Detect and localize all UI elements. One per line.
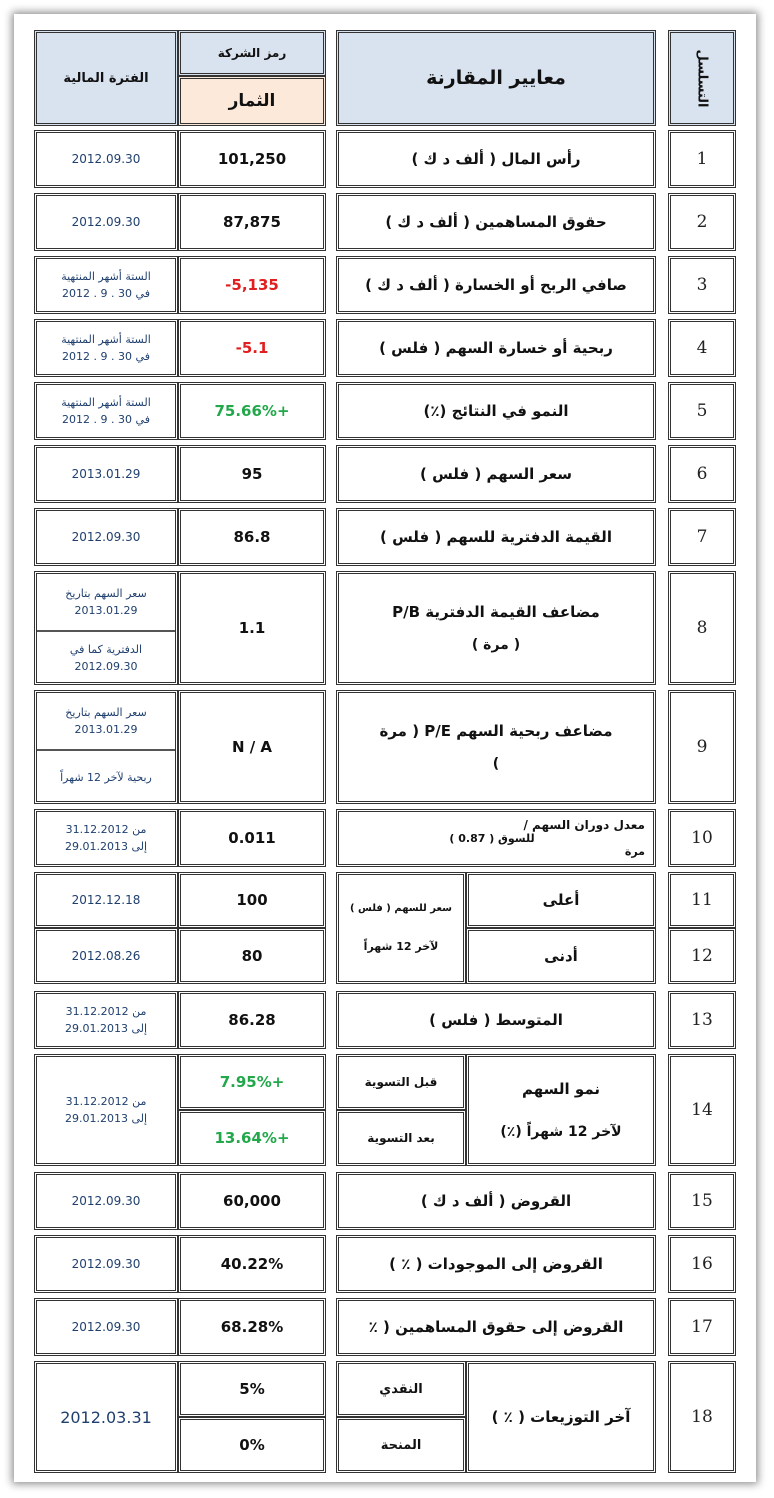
criterion-label: سعر السهم ( فلس ) [420, 465, 572, 483]
metric-value: 86.28 [228, 1011, 276, 1029]
criterion-label: النمو في النتائج (٪) [423, 402, 569, 420]
serial-number: 10 [691, 828, 713, 848]
row-14-sub-before [336, 1054, 466, 1110]
row-14-sub-after [336, 1110, 466, 1166]
metric-value: 95 [241, 465, 263, 483]
row-15-index [668, 1172, 736, 1230]
row-15-criterion [336, 1172, 656, 1230]
metric-value: -5.1 [235, 339, 269, 357]
period-line: من 31.12.2012 [65, 1005, 147, 1018]
metric-value: 75.66%+ [214, 402, 290, 420]
metric-value: 101,250 [217, 150, 287, 168]
metric-value: 60,000 [223, 1192, 281, 1210]
period-line: 2012.09.30 [74, 660, 138, 673]
row-3-value [178, 256, 326, 314]
criteria-header [336, 30, 656, 126]
company-name: الثمار [228, 91, 276, 111]
serial-number: 13 [691, 1010, 713, 1030]
row-10-value [178, 809, 326, 867]
period-line: سعر السهم بتاريخ [65, 587, 147, 600]
period-line: ربحية لآخر 12 شهراً [60, 770, 152, 784]
row-9-criterion [336, 690, 656, 804]
metric-value: N / A [231, 738, 273, 756]
price-group-label [336, 872, 466, 984]
row-9-period [34, 690, 178, 804]
row-14-value-before [178, 1054, 326, 1110]
row-3-period [34, 256, 178, 314]
row-5-index [668, 382, 736, 440]
company-code-header [178, 30, 326, 76]
row-18-sub-bonus [336, 1417, 466, 1473]
row-6-value [178, 445, 326, 503]
company-code-label: رمز الشركة [217, 46, 287, 60]
row-1-index [668, 130, 736, 188]
row-11-criterion [466, 872, 656, 928]
period-value: 2012.09.30 [71, 530, 141, 544]
criterion-label: آخر التوزيعات ( ٪ ) [491, 1408, 631, 1426]
row-16-index [668, 1235, 736, 1293]
sub-label: قبل التسوية [364, 1075, 438, 1089]
row-17-index [668, 1298, 736, 1356]
row-13-period [34, 991, 178, 1049]
row-8-value [178, 571, 326, 685]
row-17-period [34, 1298, 178, 1356]
period-line: من 31.12.2012 [65, 823, 147, 836]
period-line: إلى 29.01.2013 [64, 1112, 148, 1125]
metric-value: 80 [241, 947, 263, 965]
criterion-label: المتوسط ( فلس ) [429, 1011, 563, 1029]
criterion-label: نمو السهم [521, 1080, 601, 1098]
row-16-criterion [336, 1235, 656, 1293]
row-14-value-after [178, 1110, 326, 1166]
row-4-value [178, 319, 326, 377]
row-7-index [668, 508, 736, 566]
metric-value: -5,135 [225, 276, 279, 294]
serial-number: 17 [691, 1317, 713, 1337]
row-10-index [668, 809, 736, 867]
sub-label: بعد التسوية [367, 1131, 435, 1145]
period-line: إلى 29.01.2013 [64, 1022, 148, 1035]
metric-value: 7.95%+ [219, 1073, 285, 1091]
metric-value: 86.8 [233, 528, 271, 546]
row-16-value [178, 1235, 326, 1293]
criterion-label: رأس المال ( ألف د ك ) [411, 150, 581, 168]
criterion-label: حقوق المساهمين ( ألف د ك ) [385, 213, 607, 231]
row-7-value [178, 508, 326, 566]
company-name-cell [178, 76, 326, 126]
criterion-label: القروض ( ألف د ك ) [420, 1192, 572, 1210]
row-9-index [668, 690, 736, 804]
row-8-criterion [336, 571, 656, 685]
serial-number: 2 [696, 212, 708, 232]
row-14-criterion [466, 1054, 656, 1166]
criterion-label: لآخر 12 شهراً (٪) [500, 1124, 622, 1140]
row-1-value [178, 130, 326, 188]
row-17-criterion [336, 1298, 656, 1356]
row-15-value [178, 1172, 326, 1230]
row-4-index [668, 319, 736, 377]
row-4-criterion [336, 319, 656, 377]
row-13-value [178, 991, 326, 1049]
row-12-index [668, 928, 736, 984]
criterion-label: ( مرة ) [471, 637, 521, 653]
serial-number: 3 [696, 275, 708, 295]
metric-value: 68.28% [220, 1318, 284, 1336]
criterion-label: صافي الربح أو الخسارة ( ألف د ك ) [365, 276, 627, 294]
group-label: لآخر 12 شهراً [363, 940, 439, 953]
period-value: 2012.12.18 [71, 893, 141, 907]
serial-header-label: التسلسل [694, 48, 710, 108]
period-line: الستة أشهر المنتهية [61, 333, 151, 346]
row-14-index [668, 1054, 736, 1166]
criterion-label: أدنى [544, 947, 578, 965]
serial-number: 15 [691, 1191, 713, 1211]
group-label: سعر للسهم ( فلس ) [350, 903, 452, 914]
row-12-value [178, 928, 326, 984]
row-1-criterion [336, 130, 656, 188]
period-value: 2012.09.30 [71, 1194, 141, 1208]
period-line: في 30 . 9 . 2012 [62, 287, 150, 300]
metric-value: 100 [236, 891, 268, 909]
row-5-value [178, 382, 326, 440]
row-6-period [34, 445, 178, 503]
period-line: الستة أشهر المنتهية [61, 270, 151, 283]
metric-value: 5% [239, 1380, 265, 1398]
criterion-label: معدل دوران السهم / [523, 818, 645, 832]
sub-label: المنحة [380, 1437, 422, 1453]
criterion-label: القروض إلى حقوق المساهمين ( ٪ [368, 1318, 624, 1336]
serial-number: 5 [696, 401, 708, 421]
period-line: من 31.12.2012 [65, 1095, 147, 1108]
row-13-criterion [336, 991, 656, 1049]
serial-number: 11 [691, 890, 713, 910]
period-value: 2012.09.30 [71, 215, 141, 229]
criterion-label: مضاعف ربحية السهم P/E ( مرة [379, 722, 613, 740]
serial-number: 12 [691, 946, 713, 966]
row-5-criterion [336, 382, 656, 440]
period-value: 2012.03.31 [60, 1407, 152, 1427]
row-6-index [668, 445, 736, 503]
serial-number: 4 [696, 338, 708, 358]
period-value: 2012.08.26 [71, 949, 141, 963]
row-16-period [34, 1235, 178, 1293]
metric-value: 1.1 [238, 619, 266, 637]
row-7-criterion [336, 508, 656, 566]
row-12-period [34, 928, 178, 984]
row-18-value-cash [178, 1361, 326, 1417]
criterion-label: ) [492, 756, 500, 772]
row-17-value [178, 1298, 326, 1356]
period-value: 2013.01.29 [71, 467, 141, 481]
serial-number: 9 [696, 737, 708, 757]
serial-number: 18 [691, 1407, 713, 1427]
period-header [34, 30, 178, 126]
period-header-label: الفترة المالية [63, 70, 149, 86]
row-10-criterion [336, 809, 656, 867]
serial-number: 6 [696, 464, 708, 484]
metric-value: 87,875 [223, 213, 281, 231]
period-value: 2012.09.30 [71, 152, 141, 166]
period-line: 2013.01.29 [74, 723, 138, 736]
row-8-period [34, 571, 178, 685]
row-3-criterion [336, 256, 656, 314]
serial-number: 16 [691, 1254, 713, 1274]
metric-value: 0% [239, 1436, 265, 1454]
metric-value: 40.22% [220, 1255, 284, 1273]
criteria-header-label: معايير المقارنة [426, 67, 566, 89]
criterion-label: ربحية أو خسارة السهم ( فلس ) [379, 339, 613, 357]
metric-value: 0.011 [228, 829, 276, 847]
row-2-criterion [336, 193, 656, 251]
row-5-period [34, 382, 178, 440]
row-11-value [178, 872, 326, 928]
serial-header [668, 30, 736, 126]
row-15-period [34, 1172, 178, 1230]
row-6-criterion [336, 445, 656, 503]
row-4-period [34, 319, 178, 377]
row-18-value-bonus [178, 1417, 326, 1473]
criterion-label: القروض إلى الموجودات ( ٪ ) [389, 1255, 603, 1273]
row-2-period [34, 193, 178, 251]
row-11-period [34, 872, 178, 928]
row-11-index [668, 872, 736, 928]
row-2-value [178, 193, 326, 251]
row-10-period [34, 809, 178, 867]
serial-number: 7 [696, 527, 708, 547]
criterion-label: القيمة الدفترية للسهم ( فلس ) [380, 528, 612, 546]
sub-label: النقدي [379, 1381, 423, 1397]
row-7-period [34, 508, 178, 566]
period-line: في 30 . 9 . 2012 [62, 350, 150, 363]
period-line: إلى 29.01.2013 [64, 840, 148, 853]
period-line: الستة أشهر المنتهية [61, 396, 151, 409]
row-2-index [668, 193, 736, 251]
row-1-period [34, 130, 178, 188]
row-12-criterion [466, 928, 656, 984]
row-3-index [668, 256, 736, 314]
period-line: 2013.01.29 [74, 604, 138, 617]
serial-number: 1 [696, 149, 708, 169]
period-line: الدفترية كما في [69, 643, 143, 656]
criterion-label: مرة [624, 845, 645, 858]
period-value: 2012.09.30 [71, 1257, 141, 1271]
row-9-value [178, 690, 326, 804]
row-14-period [34, 1054, 178, 1166]
row-18-index [668, 1361, 736, 1473]
serial-number: 14 [691, 1100, 713, 1120]
metric-value: 13.64%+ [214, 1129, 290, 1147]
period-line: سعر السهم بتاريخ [65, 706, 147, 719]
criterion-label: للسوق ( 0.87 ) [449, 832, 535, 845]
period-line: في 30 . 9 . 2012 [62, 413, 150, 426]
period-value: 2012.09.30 [71, 1320, 141, 1334]
row-18-period [34, 1361, 178, 1473]
row-8-index [668, 571, 736, 685]
row-18-criterion [466, 1361, 656, 1473]
criterion-label: أعلى [542, 891, 580, 909]
serial-number: 8 [696, 618, 708, 638]
row-18-sub-cash [336, 1361, 466, 1417]
criterion-label: مضاعف القيمة الدفترية P/B [392, 603, 600, 621]
row-13-index [668, 991, 736, 1049]
